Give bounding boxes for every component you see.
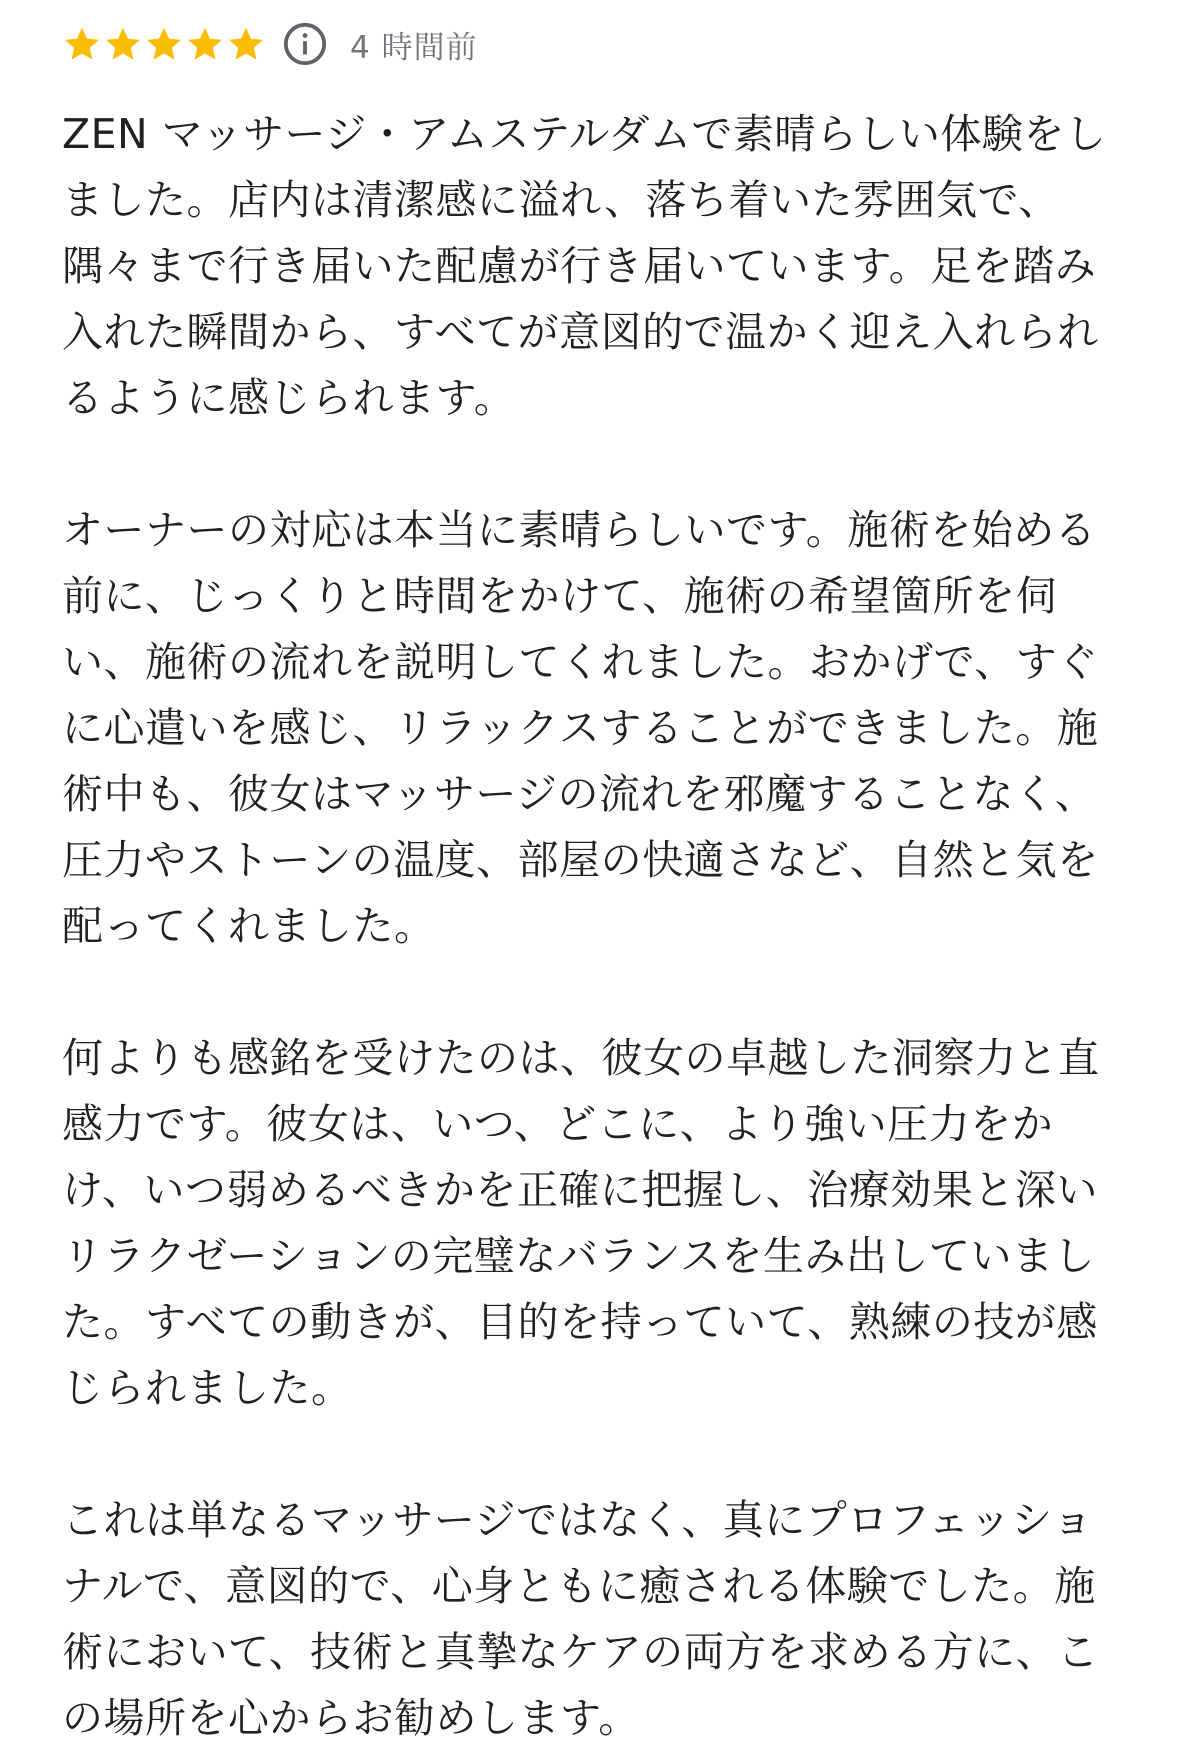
review-text — [62, 101, 1122, 1751]
review-paragraph: ZEN マッサージ・アムステルダムで素晴らしい体験をしました。店内は清潔感に溢れ、落ち着いた雰囲気で、隅々まで行き届いた配慮が行き届いています。足を踏み入れた瞬間から、すべてが意図的で温かく迎え入れられるように感じられます。 — [62, 110, 1107, 422]
star-rating — [62, 24, 267, 64]
star-icon — [103, 24, 143, 64]
review-timestamp: 4 時間前 — [350, 29, 478, 66]
star-icon — [62, 24, 102, 64]
star-icon — [185, 24, 225, 64]
review-card — [62, 18, 1122, 1751]
review-paragraph: オーナーの対応は本当に素晴らしいです。施術を始める前に、じっくりと時間をかけて、施術の希望箇所を伺い、施術の流れを説明してくれました。おかげで、すぐに心遣いを感じ、リラックスすることができました。施術中も、彼女はマッサージの流れを邪魔することなく、圧力やストーンの温度、部屋の快適さなど、自然と気を配ってくれました。 — [62, 506, 1099, 950]
review-paragraph: これは単なるマッサージではなく、真にプロフェッショナルで、意図的で、心身ともに癒される体験でした。施術において、技術と真摯なケアの両方を求める方に、この場所を心からお勧めします。 — [62, 1496, 1099, 1742]
star-icon — [226, 24, 266, 64]
star-icon — [144, 24, 184, 64]
info-icon[interactable] — [282, 21, 328, 67]
review-meta — [62, 18, 1122, 70]
review-paragraph: 何よりも感銘を受けたのは、彼女の卓越した洞察力と直感力です。彼女は、いつ、どこに、より強い圧力をかけ、いつ弱めるべきかを正確に把握し、治療効果と深いリラクゼーションの完璧なバランスを生み出していました。すべての動きが、目的を持っていて、熟練の技が感じられました。 — [62, 1034, 1100, 1412]
